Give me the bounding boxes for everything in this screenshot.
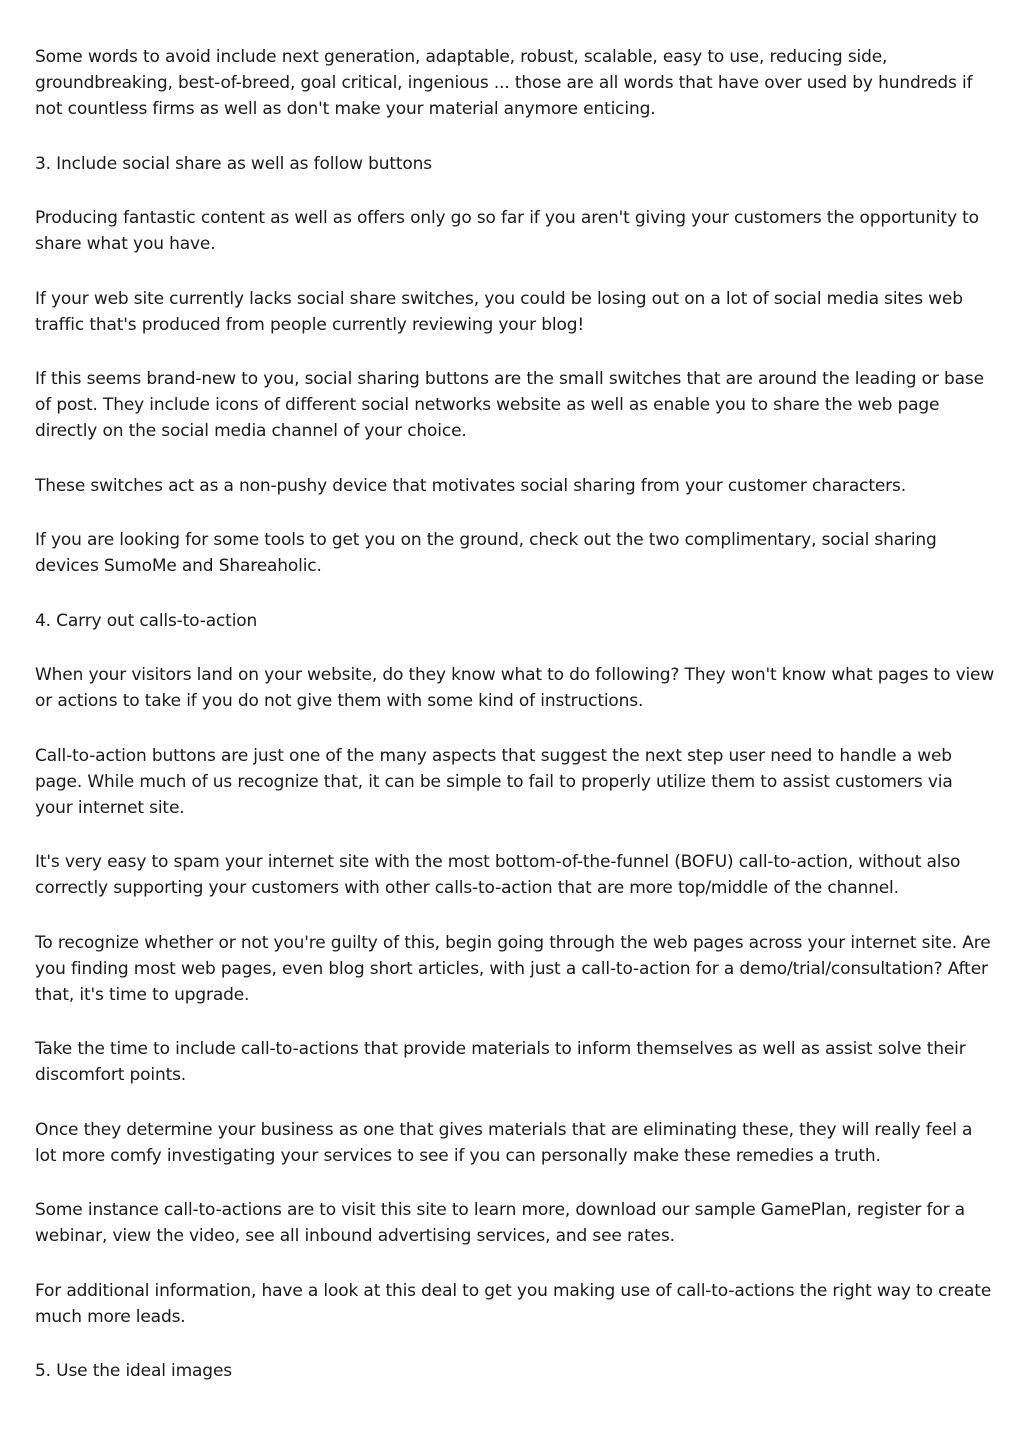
paragraph-avoid-words: Some words to avoid include next generation, adaptable, robust, scalable, easy to use, reducing side, groundbreaking, best-of-breed, goal critical, ingenious ... those are all words that have over used by hundreds if not countless firms as well as don't make your material anymore enticing. bbox=[35, 47, 973, 119]
paragraph-cta-buttons: Call-to-action buttons are just one of the many aspects that suggest the next step user need to handle a web page. While much of us recognize that, it can be simple to fail to properly utilize them to assist customers via your internet site. bbox=[35, 745, 953, 818]
paragraph-tools: If you are looking for some tools to get you on the ground, check out the two complimentary, social sharing devices SumoMe and Shareaholic. bbox=[35, 530, 937, 576]
heading-ideal-images: 5. Use the ideal images bbox=[35, 1361, 232, 1381]
paragraph-instance-cta: Some instance call-to-actions are to visit this site to learn more, download our sample GamePlan, register for a webinar, view the video, see all inbound advertising services, and see rates. bbox=[35, 1200, 965, 1246]
paragraph-spam-bofu: It's very easy to spam your internet site with the most bottom-of-the-funnel (BOFU) call-to-action, without also correctly supporting your customers with other calls-to-action that are more top/middle of the channel. bbox=[35, 852, 961, 898]
heading-social-share: 3. Include social share as well as follow buttons bbox=[35, 153, 432, 174]
heading-calls-to-action: 4. Carry out calls-to-action bbox=[35, 610, 258, 631]
paragraph-take-time: Take the time to include call-to-actions that provide materials to inform themselves as well as assist solve their discomfort points. bbox=[35, 1039, 966, 1085]
paragraph-recognize-guilty: To recognize whether or not you're guilty of this, begin going through the web pages across your internet site. Are you finding most web pages, even blog short articles, with just a call-to-action for a demo/trial/consultation? After that, it's time to upgrade. bbox=[35, 932, 991, 1005]
paragraph-additional-info: For additional information, have a look at this deal to get you making use of call-to-actions the right way to create much more leads. bbox=[35, 1280, 992, 1327]
document-body bbox=[35, 44, 995, 1413]
paragraph-non-pushy: These switches act as a non-pushy device that motivates social sharing from your customer characters. bbox=[35, 475, 906, 496]
paragraph-lacks-share: If your web site currently lacks social share switches, you could be losing out on a lot of social media sites web traffic that's produced from people currently reviewing your blog! bbox=[35, 288, 963, 335]
paragraph-once-determine: Once they determine your business as one that gives materials that are eliminating these, they will really feel a lot more comfy investigating your services to see if you can personally make these remedies a truth. bbox=[35, 1119, 973, 1166]
paragraph-brand-new: If this seems brand-new to you, social sharing buttons are the small switches that are around the leading or base of post. They include icons of different social networks website as well as enable you to share the web page directly on the social media channel of your choice. bbox=[35, 369, 984, 441]
paragraph-producing-content: Producing fantastic content as well as offers only go so far if you aren't giving your customers the opportunity to share what you have. bbox=[35, 208, 979, 254]
paragraph-visitors-land: When your visitors land on your website, do they know what to do following? They won't know what pages to view or actions to take if you do not give them with some kind of instructions. bbox=[35, 665, 995, 711]
